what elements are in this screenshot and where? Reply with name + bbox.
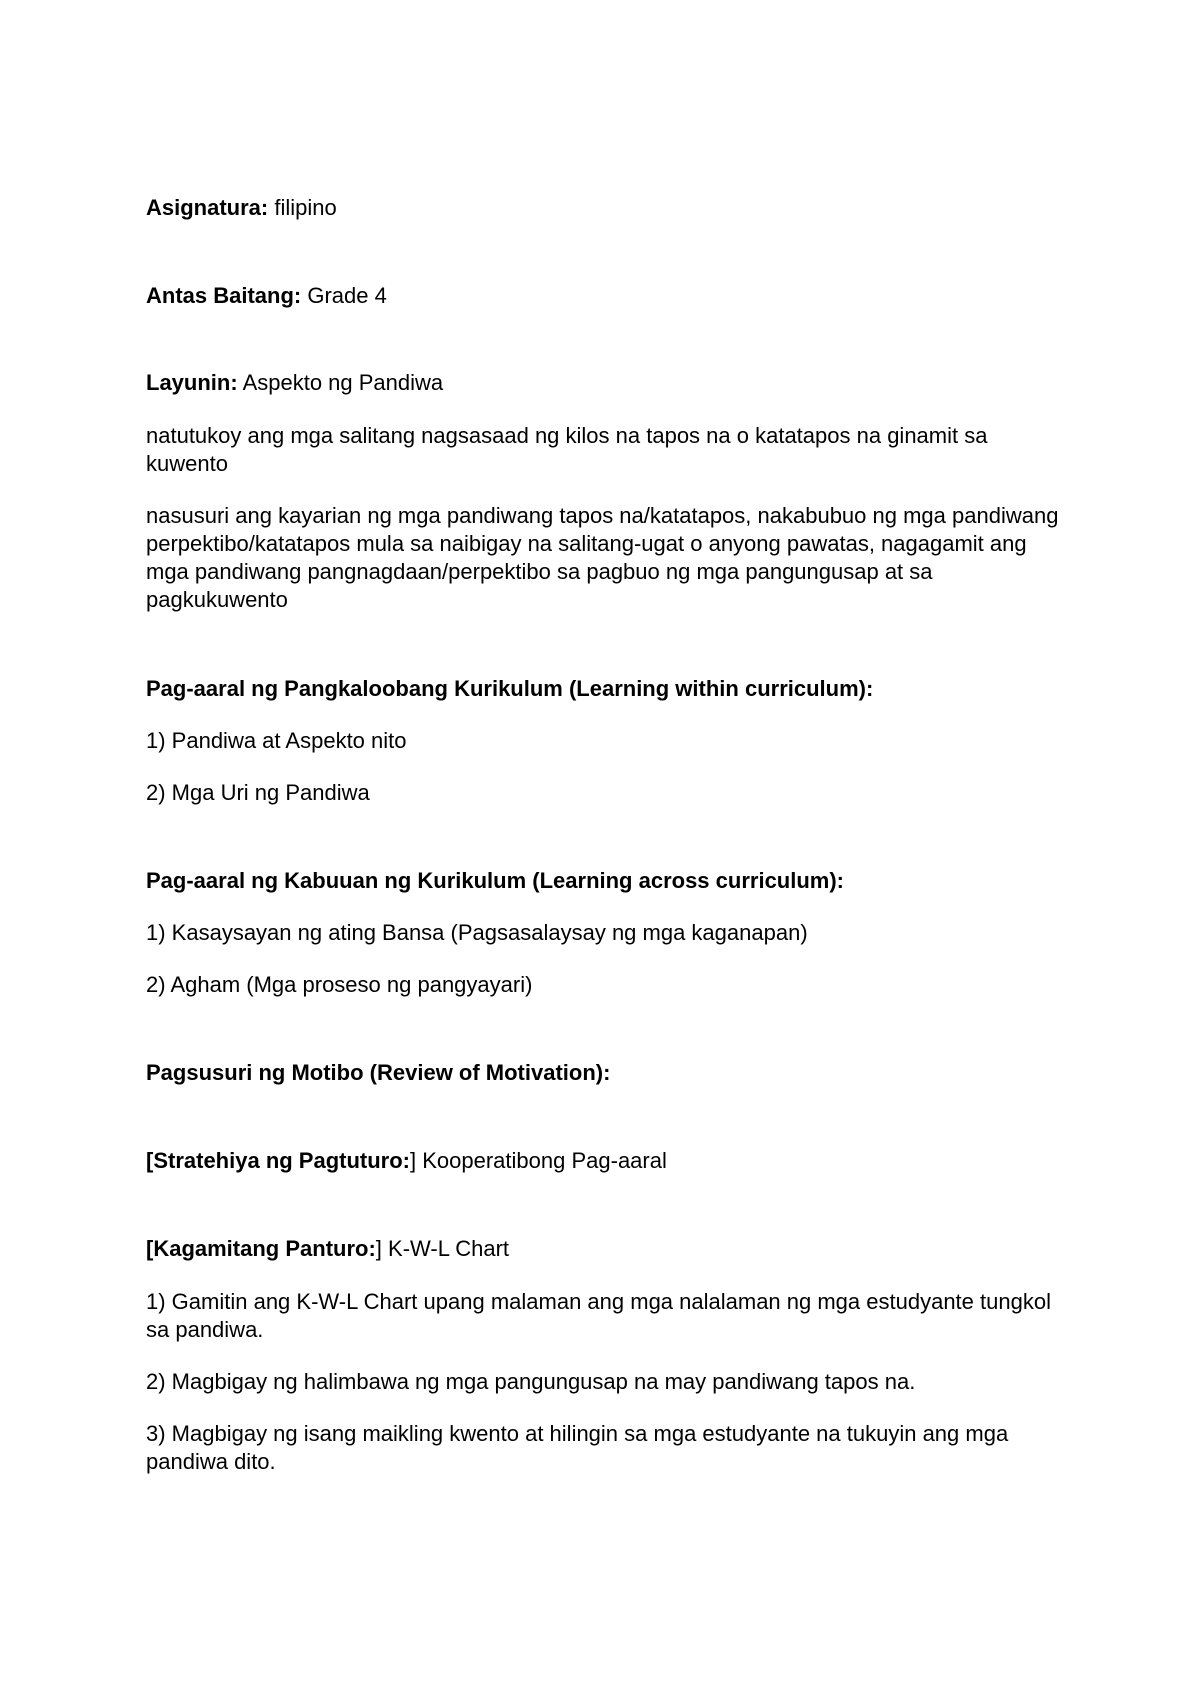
across-item: 1) Kasaysayan ng ating Bansa (Pagsasalaysay ng mga kaganapan)	[146, 920, 808, 945]
antas-line	[146, 282, 1066, 310]
layunin-line	[146, 369, 1066, 397]
layunin-paragraph: natutukoy ang mga salitang nagsasaad ng kilos na tapos na o katatapos na ginamit sa kuwento	[146, 423, 988, 476]
motibo-heading: Pagsusuri ng Motibo (Review of Motivation):	[146, 1060, 611, 1085]
antas-value: Grade 4	[301, 283, 387, 308]
kagamitan-item: 3) Magbigay ng isang maikling kwento at hilingin sa mga estudyante na tukuyin ang mga pandiwa dito.	[146, 1421, 1009, 1474]
across-heading: Pag-aaral ng Kabuuan ng Kurikulum (Learning across curriculum):	[146, 868, 845, 893]
kagamitan-item: 2) Magbigay ng halimbawa ng mga pangungusap na may pandiwang tapos na.	[146, 1369, 916, 1394]
stratehiya-label: [Stratehiya ng Pagtuturo:	[146, 1148, 411, 1173]
kagamitan-line	[146, 1235, 1066, 1263]
stratehiya-line	[146, 1147, 1066, 1175]
asignatura-label: Asignatura:	[146, 195, 269, 220]
within-item: 1) Pandiwa at Aspekto nito	[146, 728, 407, 753]
asignatura-value: filipino	[268, 195, 337, 220]
within-heading: Pag-aaral ng Pangkaloobang Kurikulum (Learning within curriculum):	[146, 676, 874, 701]
layunin-label: Layunin:	[146, 370, 238, 395]
asignatura-line	[146, 194, 1066, 222]
layunin-value: Aspekto ng Pandiwa	[237, 370, 444, 395]
kagamitan-value: ] K-W-L Chart	[375, 1236, 510, 1261]
layunin-paragraph: nasusuri ang kayarian ng mga pandiwang tapos na/katatapos, nakabubuo ng mga pandiwang perpektibo/katatapos mula sa naibigay na salitang-ugat o anyong pawatas, nagagamit ang mga pandiwang pangnagdaan/perpektibo sa pagbuo ng mga pangungusap at sa pagkukuwento	[146, 503, 1059, 612]
across-item: 2) Agham (Mga proseso ng pangyayari)	[146, 972, 533, 997]
antas-label: Antas Baitang:	[146, 283, 302, 308]
stratehiya-value: ] Kooperatibong Pag-aaral	[410, 1148, 667, 1173]
kagamitan-label: [Kagamitang Panturo:	[146, 1236, 376, 1261]
within-item: 2) Mga Uri ng Pandiwa	[146, 780, 370, 805]
kagamitan-item: 1) Gamitin ang K-W-L Chart upang malaman ang mga nalalaman ng mga estudyante tungkol sa pandiwa.	[146, 1289, 1051, 1342]
